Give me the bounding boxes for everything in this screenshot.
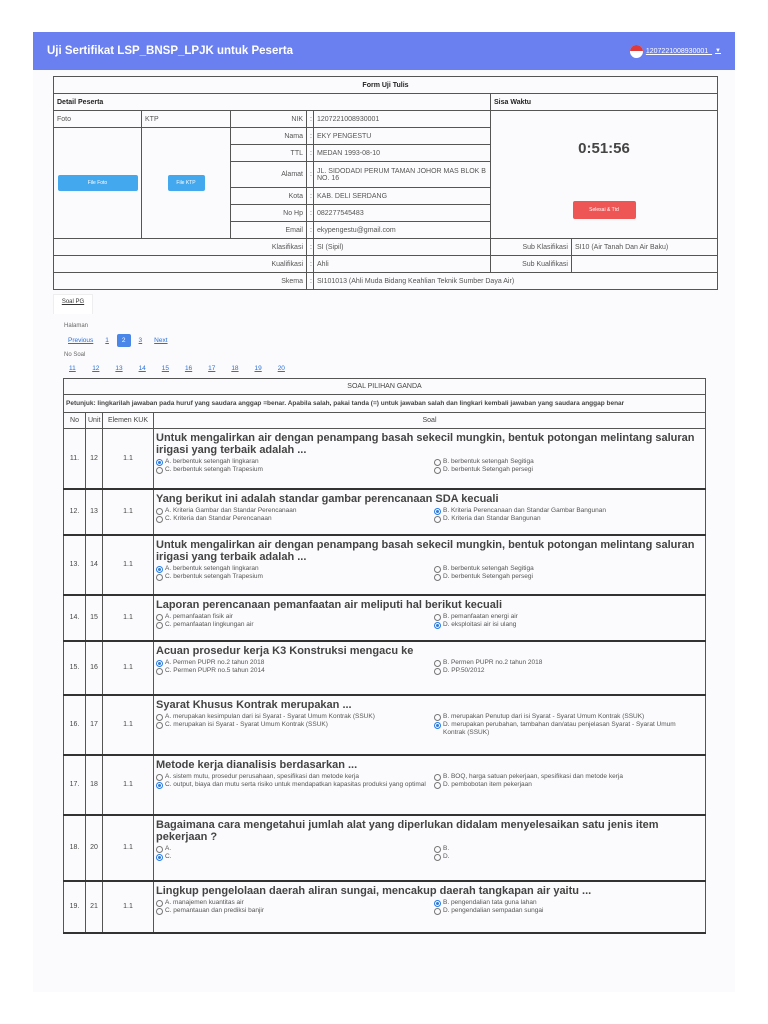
question-kuk: 1.1	[103, 535, 154, 595]
option-c[interactable]	[156, 721, 434, 738]
question-kuk: 1.1	[103, 595, 154, 641]
timer-cell	[491, 111, 718, 239]
option-d-text: D. pembobotan item pekerjaan	[443, 780, 532, 788]
soal-title: SOAL PILIHAN GANDA	[64, 379, 706, 395]
hp-value: 082277545483	[314, 205, 491, 222]
option-b-text: B. berbentuk setengah Segitiga	[443, 564, 534, 572]
radio-unselected-icon[interactable]	[156, 900, 163, 907]
sub-kualifikasi-label: Sub Kualifikasi	[491, 256, 572, 273]
ttl-value: MEDAN 1993-08-10	[314, 145, 491, 162]
option-a[interactable]	[156, 713, 434, 721]
question-text: Laporan perencanaan pemanfaatan air meliputi hal berikut kecuali	[156, 598, 502, 611]
options-grid	[156, 713, 703, 738]
option-b-text: B. pengendalian tata guna lahan	[443, 898, 537, 906]
radio-unselected-icon[interactable]	[434, 467, 441, 474]
option-c[interactable]	[156, 853, 434, 861]
app-title: Uji Sertifikat LSP_BNSP_LPJK untuk Peserta	[47, 45, 294, 57]
option-a[interactable]	[156, 845, 434, 853]
options-grid	[156, 845, 703, 862]
option-c-text: C. berbentuk setengah Trapesium	[165, 572, 263, 580]
page-link-1[interactable]: 1	[105, 337, 109, 344]
question-text: Lingkup pengelolaan daerah aliran sungai, mencakup daerah tangkapan air yaitu ...	[156, 884, 592, 897]
radio-unselected-icon[interactable]	[156, 908, 163, 915]
question-kuk: 1.1	[103, 881, 154, 933]
nik-value: 1207221008930001	[314, 111, 491, 128]
radio-selected-icon[interactable]	[434, 622, 441, 629]
option-c[interactable]	[156, 667, 434, 675]
question-row	[64, 695, 706, 755]
option-d[interactable]	[434, 781, 698, 789]
question-link[interactable]: 14	[138, 365, 146, 372]
option-a-text: A. Kriteria Gambar dan Standar Perencanaan	[165, 506, 297, 514]
question-no: 15.	[64, 641, 86, 695]
question-unit: 20	[86, 815, 103, 881]
tab-soal-pg[interactable]: Soal PG	[53, 294, 93, 314]
option-b-text: B.	[443, 844, 450, 852]
option-d-text: D. eksploitasi air isi ulang	[443, 620, 517, 628]
email-label: Email	[231, 222, 307, 239]
petunjuk-text: Petunjuk: lingkarilah jawaban pada huruf yang saudara anggap =benar. Apabila salah, pakai tanda (=) untuk jawaban salah dan lingkari kembali jawaban yang saudara anggap benar	[64, 395, 706, 413]
question-unit: 12	[86, 429, 103, 489]
option-c-text: C. Kriteria dan Standar Perencanaan	[165, 514, 272, 522]
option-a-text: A. berbentuk setengah lingkaran	[165, 564, 259, 572]
option-c-text: C.	[165, 852, 172, 860]
radio-selected-icon[interactable]	[434, 900, 441, 907]
options-grid	[156, 565, 703, 582]
radio-unselected-icon[interactable]	[434, 614, 441, 621]
radio-unselected-icon[interactable]	[434, 854, 441, 861]
question-link[interactable]: 11	[69, 365, 76, 372]
question-text: Syarat Khusus Kontrak merupakan ...	[156, 698, 352, 711]
kualifikasi-label: Kualifikasi	[54, 256, 307, 273]
question-kuk: 1.1	[103, 815, 154, 881]
radio-unselected-icon[interactable]	[156, 508, 163, 515]
question-cell	[154, 695, 706, 755]
sub-kualifikasi-value	[572, 256, 718, 273]
col-soal-header: Soal	[154, 413, 706, 429]
detail-peserta-label: Detail Peserta	[54, 94, 491, 111]
question-cell	[154, 429, 706, 489]
option-d[interactable]	[434, 721, 698, 738]
question-link[interactable]: 20	[277, 365, 285, 372]
option-b-text: B. berbentuk setengah Segitiga	[443, 458, 534, 465]
alamat-label: Alamat	[231, 162, 307, 188]
question-row	[64, 429, 706, 489]
radio-unselected-icon[interactable]	[434, 566, 441, 573]
option-a[interactable]	[156, 899, 434, 907]
options-grid	[156, 507, 703, 524]
option-b[interactable]	[434, 458, 698, 466]
option-a-text: A. sistem mutu, prosedur perusahaan, spesifikasi dan metode kerja	[165, 772, 360, 780]
previous-link[interactable]: Previous	[68, 337, 94, 344]
option-b-text: B. Kriteria Perencanaan dan Standar Gambar Bangunan	[443, 506, 606, 514]
options-grid	[156, 613, 703, 630]
option-c[interactable]	[156, 515, 434, 523]
radio-unselected-icon[interactable]	[434, 516, 441, 523]
question-kuk: 1.1	[103, 755, 154, 815]
sisa-waktu-label: Sisa Waktu	[491, 94, 718, 111]
option-b-text: B. pemanfaatan energi air	[443, 612, 518, 620]
radio-selected-icon[interactable]	[156, 782, 163, 789]
radio-unselected-icon[interactable]	[434, 459, 441, 466]
question-no: 11.	[64, 429, 86, 489]
radio-selected-icon[interactable]	[434, 508, 441, 515]
question-link[interactable]: 13	[115, 365, 123, 372]
radio-unselected-icon[interactable]	[156, 668, 163, 675]
question-no: 19.	[64, 881, 86, 933]
option-d[interactable]	[434, 515, 698, 523]
radio-unselected-icon[interactable]	[156, 467, 163, 474]
option-d-text: D. merupakan perubahan, tambahan dan/atau penjelasan Syarat - Syarat Umum Kontrak (SSUK)	[443, 720, 676, 737]
next-link[interactable]: Next	[154, 337, 168, 344]
option-a[interactable]	[156, 458, 434, 466]
option-c-text: C. output, biaya dan mutu serta risiko untuk mendapatkan kapasitas produksi yang optimal	[165, 780, 426, 788]
radio-unselected-icon[interactable]	[156, 614, 163, 621]
kota-value: KAB. DELI SERDANG	[314, 188, 491, 205]
caret-down-icon: ▼	[715, 48, 721, 54]
alamat-value: JL. SIDODADI PERUM TAMAN JOHOR MAS BLOK B NO. 16	[314, 162, 491, 188]
radio-unselected-icon[interactable]	[434, 774, 441, 781]
question-no: 14.	[64, 595, 86, 641]
pagination	[64, 334, 172, 347]
option-c-text: C. Permen PUPR no.5 tahun 2014	[165, 666, 265, 674]
option-a-text: A. manajemen kuantitas air	[165, 898, 244, 906]
col-elemen-header: Elemen KUK	[103, 413, 154, 429]
question-kuk: 1.1	[103, 489, 154, 535]
option-b[interactable]	[434, 899, 698, 907]
option-b[interactable]	[434, 507, 698, 515]
option-d[interactable]	[434, 853, 698, 861]
kualifikasi-value: Ahli	[314, 256, 491, 273]
radio-unselected-icon[interactable]	[434, 782, 441, 789]
question-unit: 14	[86, 535, 103, 595]
option-b[interactable]	[434, 713, 698, 721]
question-row	[64, 595, 706, 641]
col-no-header: No	[64, 413, 86, 429]
option-c[interactable]	[156, 466, 434, 474]
question-cell	[154, 489, 706, 535]
klasifikasi-label: Klasifikasi	[54, 239, 307, 256]
option-b-text: B. merupakan Penutup dari isi Syarat - Syarat Umum Kontrak (SSUK)	[443, 712, 645, 720]
option-c[interactable]	[156, 781, 434, 789]
options-grid	[156, 458, 703, 475]
option-b[interactable]	[434, 659, 698, 667]
option-b[interactable]	[434, 565, 698, 573]
option-a-text: A. berbentuk setengah lingkaran	[165, 458, 259, 465]
option-a[interactable]	[156, 659, 434, 667]
option-a[interactable]	[156, 773, 434, 781]
radio-unselected-icon[interactable]	[434, 668, 441, 675]
question-link[interactable]: 18	[231, 365, 239, 372]
no-soal-label: No Soal	[64, 352, 86, 358]
radio-unselected-icon[interactable]	[434, 660, 441, 667]
option-a-text: A. pemanfaatan fisik air	[165, 612, 233, 620]
question-number-links	[64, 365, 296, 372]
radio-unselected-icon[interactable]	[434, 908, 441, 915]
question-text: Bagaimana cara mengetahui jumlah alat yang diperlukan didalam menyelesaikan satu jenis item pekerjaan ?	[156, 818, 659, 843]
question-cell	[154, 755, 706, 815]
option-b-text: B. Permen PUPR no.2 tahun 2018	[443, 658, 543, 666]
question-cell	[154, 535, 706, 595]
radio-unselected-icon[interactable]	[434, 574, 441, 581]
question-kuk: 1.1	[103, 695, 154, 755]
klasifikasi-value: SI (Sipil)	[314, 239, 491, 256]
soal-pilihan-ganda-table	[63, 378, 706, 934]
option-c[interactable]	[156, 573, 434, 581]
option-c-text: C. merupakan isi Syarat - Syarat Umum Kontrak (SSUK)	[165, 720, 328, 728]
question-link[interactable]: 17	[208, 365, 216, 372]
halaman-label: Halaman	[64, 323, 89, 329]
option-c[interactable]	[156, 907, 434, 915]
page-link-2-active[interactable]: 2	[117, 334, 131, 347]
sub-klasifikasi-label: Sub Klasifikasi	[491, 239, 572, 256]
selesai-ttd-button[interactable]: Selesai & Ttd	[573, 201, 636, 219]
option-c-text: C. pemanfaatan lingkungan air	[165, 620, 254, 628]
question-no: 17.	[64, 755, 86, 815]
question-row	[64, 815, 706, 881]
question-unit: 21	[86, 881, 103, 933]
question-row	[64, 641, 706, 695]
option-b-text: B. BOQ, harga satuan pekerjaan, spesifikasi dan metode kerja	[443, 772, 623, 780]
hp-label: No Hp	[231, 205, 307, 222]
user-menu[interactable]	[630, 45, 721, 58]
ktp-cell	[142, 128, 231, 239]
ttl-label: TTL	[231, 145, 307, 162]
question-no: 13.	[64, 535, 86, 595]
question-cell	[154, 815, 706, 881]
radio-selected-icon[interactable]	[156, 459, 163, 466]
top-navbar	[33, 32, 735, 70]
option-b[interactable]	[434, 773, 698, 781]
question-unit: 18	[86, 755, 103, 815]
radio-unselected-icon[interactable]	[434, 714, 441, 721]
radio-selected-icon[interactable]	[156, 660, 163, 667]
radio-selected-icon[interactable]	[434, 722, 441, 729]
question-no: 16.	[64, 695, 86, 755]
foto-cell	[54, 128, 142, 239]
radio-unselected-icon[interactable]	[156, 714, 163, 721]
options-grid	[156, 899, 703, 916]
form-uji-tulis-table: Form Uji Tulis Detail Peserta Sisa Waktu Foto KTP NIK : 1207221008930001 0:51:56 Selesai & Ttd File Foto File KTP Nama : EKY PENGESTU TTL : MEDAN 1993-08-10 Alamat : JL. SIDODADI PERUM TAMAN JOHOR MAS BLOK B NO. 16 Kota : KAB. DELI SERDANG No Hp : 082277545483 Email : ekypengestu@gmail.com Klasifikasi : SI (Sipil) Sub Klasifikasi SI10 (Air Tanah Dan Air Baku) Kualifikasi : Ahli Sub Kualifikasi Skema : SI101013 (Ahli Muda Bidang Keahlian Teknik Sumber Daya Air)	[53, 76, 718, 290]
question-text: Metode kerja dianalisis berdasarkan ...	[156, 758, 358, 771]
skema-value: SI101013 (Ahli Muda Bidang Keahlian Teknik Sumber Daya Air)	[314, 273, 718, 290]
user-id: 1207221008930001_	[645, 47, 713, 55]
options-grid	[156, 773, 703, 790]
option-d[interactable]	[434, 466, 698, 474]
option-d[interactable]	[434, 667, 698, 675]
option-d-text: D.	[443, 852, 450, 860]
sub-klasifikasi-value: SI10 (Air Tanah Dan Air Baku)	[572, 239, 718, 256]
option-a-text: A. Permen PUPR no.2 tahun 2018	[165, 658, 265, 666]
question-row	[64, 489, 706, 535]
question-link[interactable]: 19	[254, 365, 262, 372]
option-d-text: D. berbentuk Setengah persegi	[443, 572, 533, 580]
question-no: 18.	[64, 815, 86, 881]
radio-unselected-icon[interactable]	[156, 622, 163, 629]
question-unit: 17	[86, 695, 103, 755]
nama-value: EKY PENGESTU	[314, 128, 491, 145]
option-c-text: C. pemantauan dan prediksi banjir	[165, 906, 265, 914]
radio-selected-icon[interactable]	[156, 854, 163, 861]
question-row	[64, 535, 706, 595]
ktp-label: KTP	[142, 111, 231, 128]
option-d[interactable]	[434, 573, 698, 581]
option-b[interactable]	[434, 613, 698, 621]
option-a[interactable]	[156, 565, 434, 573]
option-b[interactable]	[434, 845, 698, 853]
option-a[interactable]	[156, 613, 434, 621]
question-row	[64, 881, 706, 933]
nik-label: NIK	[231, 111, 307, 128]
file-foto-button[interactable]: File Foto	[58, 175, 138, 191]
option-a-text: A.	[165, 844, 172, 852]
file-ktp-button[interactable]: File KTP	[168, 175, 205, 191]
question-cell	[154, 641, 706, 695]
question-row	[64, 755, 706, 815]
question-no: 12.	[64, 489, 86, 535]
col-unit-header: Unit	[86, 413, 103, 429]
question-kuk: 1.1	[103, 641, 154, 695]
option-d[interactable]	[434, 907, 698, 915]
question-cell	[154, 595, 706, 641]
option-a-text: A. merupakan kesimpulan dari isi Syarat - Syarat Umum Kontrak (SSUK)	[165, 712, 375, 720]
radio-unselected-icon[interactable]	[434, 846, 441, 853]
countdown-timer: 0:51:56	[578, 140, 630, 157]
question-kuk: 1.1	[103, 429, 154, 489]
question-unit: 13	[86, 489, 103, 535]
page-link-3[interactable]: 3	[138, 337, 143, 344]
radio-unselected-icon[interactable]	[156, 846, 163, 853]
question-cell	[154, 881, 706, 933]
question-text: Untuk mengalirkan air dengan penampang basah sekecil mungkin, bentuk potongan melintang saluran irigasi yang terbaik adalah ...	[156, 432, 695, 456]
question-unit: 16	[86, 641, 103, 695]
email-value: ekypengestu@gmail.com	[314, 222, 491, 239]
skema-label: Skema	[54, 273, 307, 290]
question-link[interactable]: 16	[184, 365, 193, 372]
foto-label: Foto	[54, 111, 142, 128]
radio-unselected-icon[interactable]	[156, 774, 163, 781]
radio-unselected-icon[interactable]	[156, 722, 163, 729]
option-a[interactable]	[156, 507, 434, 515]
radio-unselected-icon[interactable]	[156, 574, 163, 581]
form-title: Form Uji Tulis	[54, 77, 718, 94]
options-grid	[156, 659, 703, 676]
question-text: Yang berikut ini adalah standar gambar perencanaan SDA kecuali	[156, 492, 499, 505]
nama-label: Nama	[231, 128, 307, 145]
question-text: Untuk mengalirkan air dengan penampang basah sekecil mungkin, bentuk potongan melintang saluran irigasi yang terbaik adalah ...	[156, 538, 695, 563]
option-d-text: D. pengendalian sempadan sungai	[443, 906, 544, 914]
flag-avatar-icon	[630, 45, 643, 58]
question-unit: 15	[86, 595, 103, 641]
radio-unselected-icon[interactable]	[156, 516, 163, 523]
option-d[interactable]	[434, 621, 698, 629]
question-link[interactable]: 12	[92, 365, 100, 372]
option-c[interactable]	[156, 621, 434, 629]
option-d-text: D. Kriteria dan Standar Bangunan	[443, 514, 541, 522]
option-c-text: C. berbentuk setengah Trapesium	[165, 466, 263, 474]
radio-selected-icon[interactable]	[156, 566, 163, 573]
kota-label: Kota	[231, 188, 307, 205]
option-d-text: D. PP.50/2012	[443, 666, 485, 674]
question-link[interactable]: 15	[161, 365, 169, 372]
option-d-text: D. berbentuk Setengah persegi	[443, 466, 533, 474]
question-text: Acuan prosedur kerja K3 Konstruksi mengacu ke	[156, 644, 414, 657]
